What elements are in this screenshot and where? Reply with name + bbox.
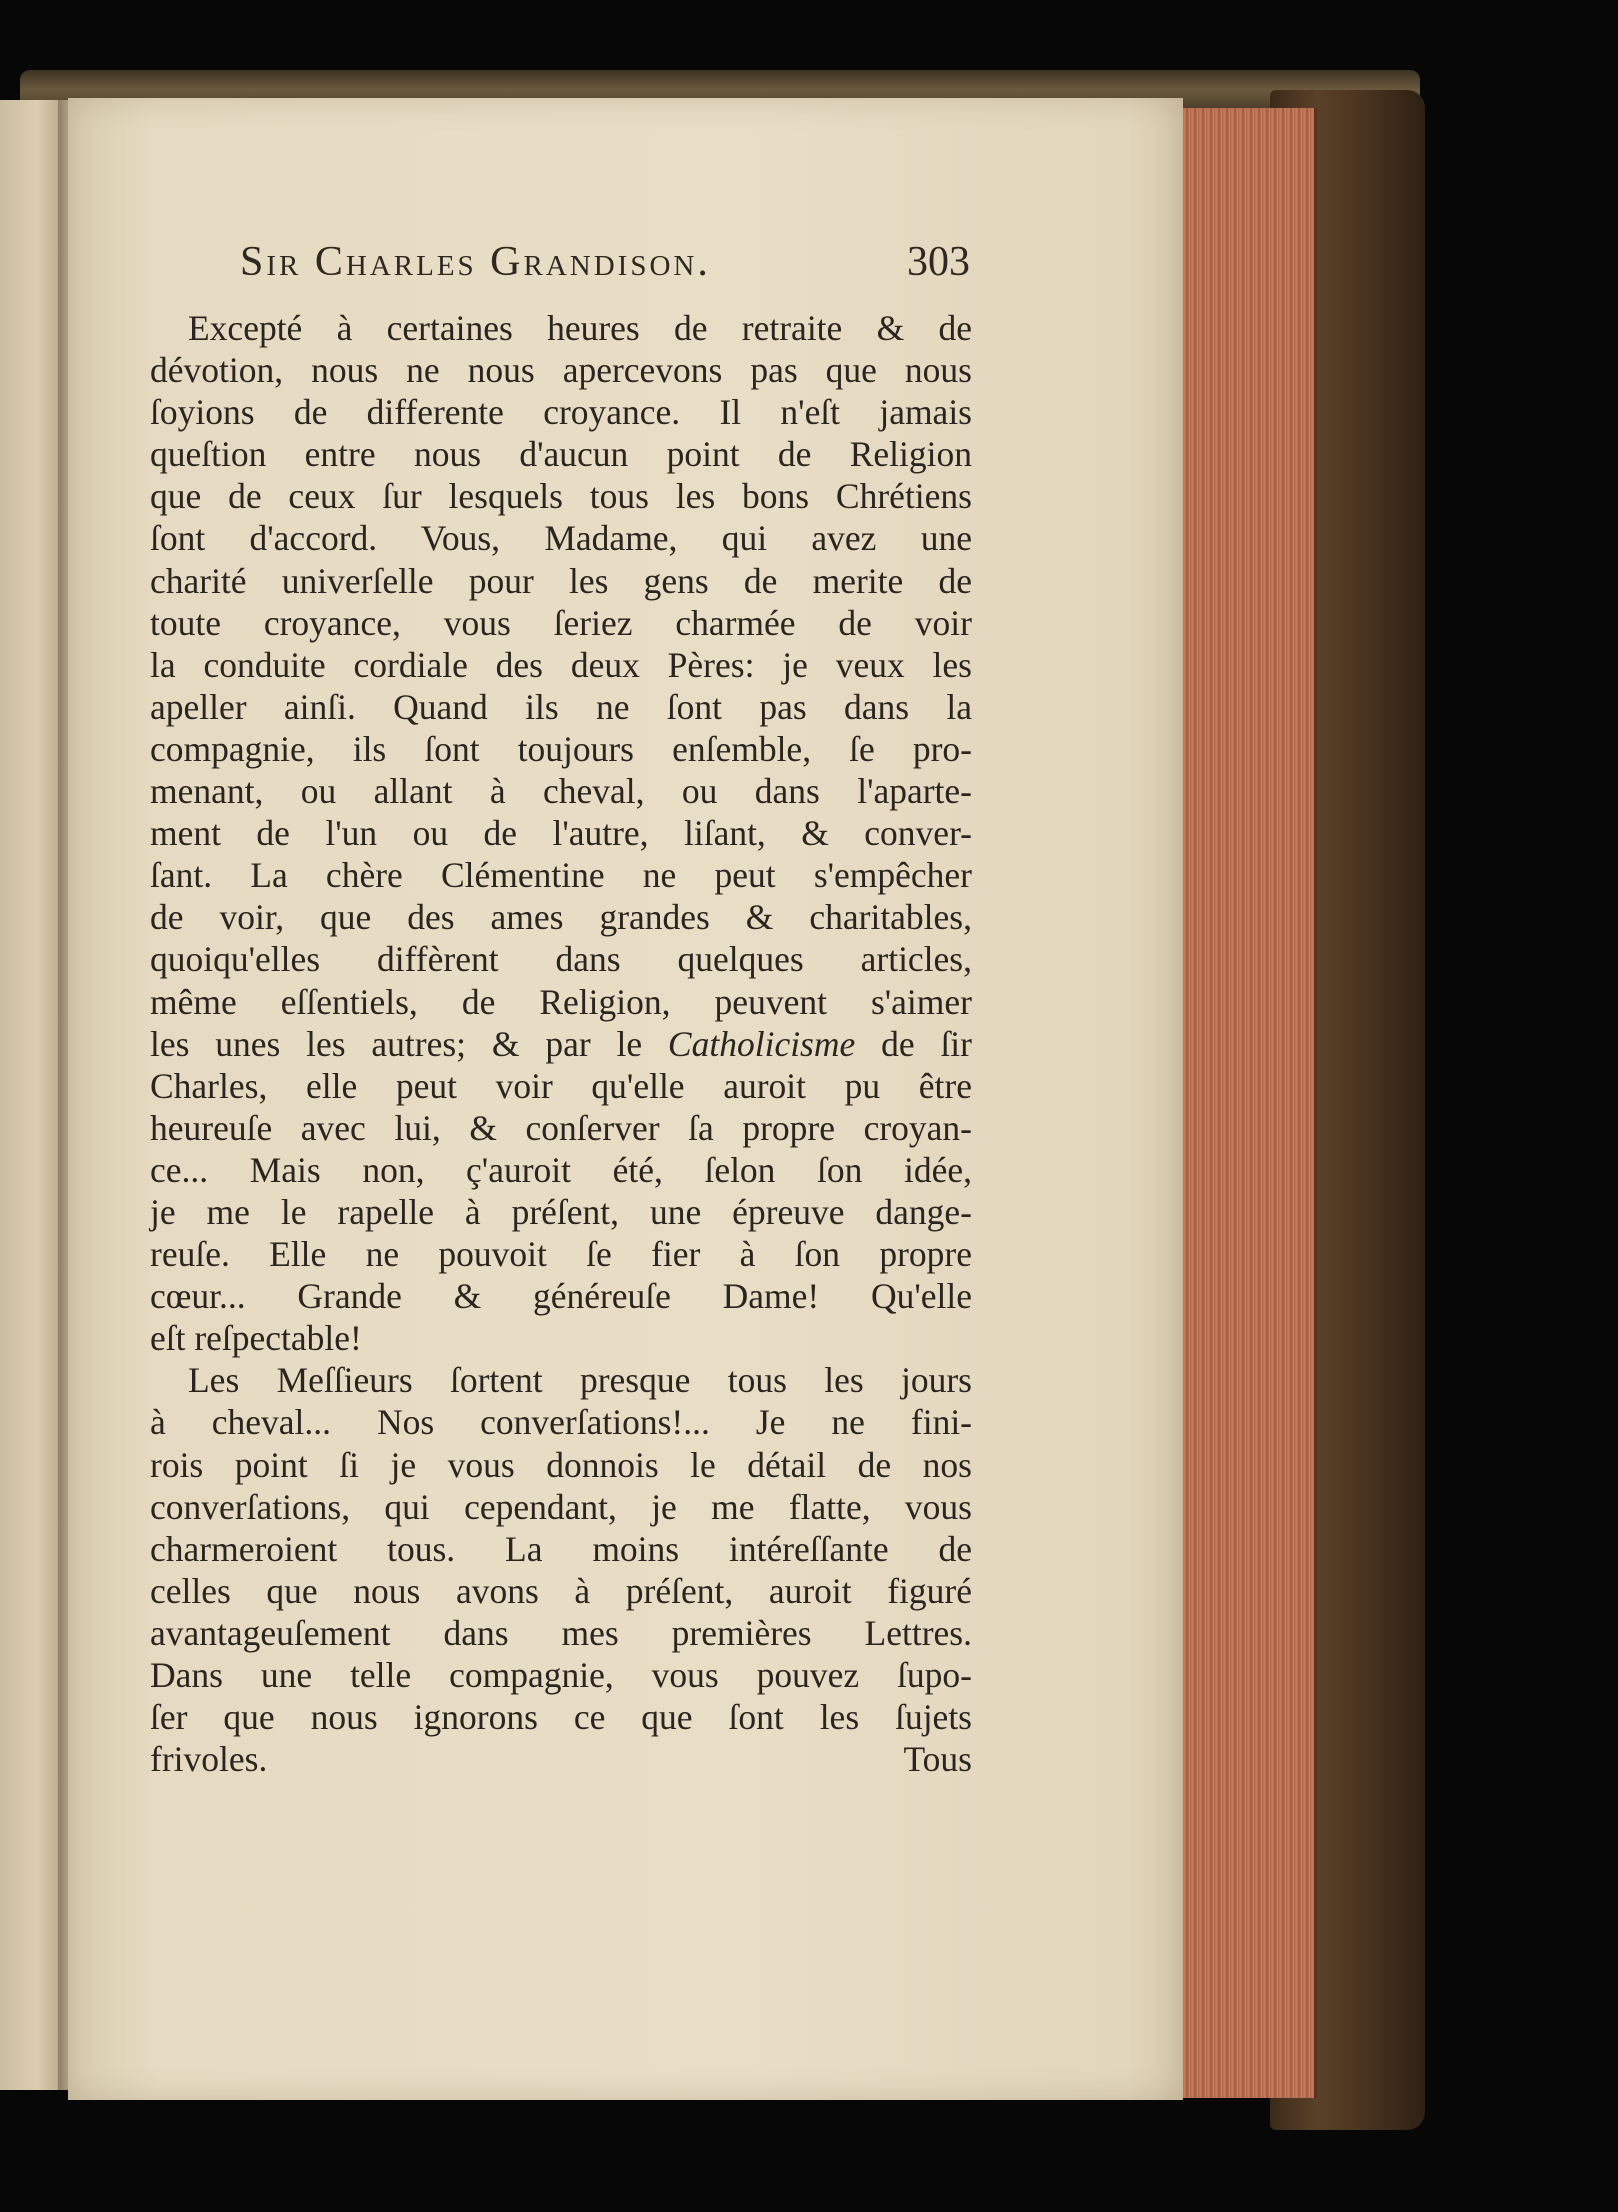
text-line: ſer que nous ignorons ce que ſont les ſujets (150, 1697, 972, 1738)
text-line: menant, ou allant à cheval, ou dans l'aparte- (150, 771, 972, 812)
text-fragment: frivoles. (150, 1739, 268, 1780)
text-line: compagnie, ils ſont toujours enſemble, ſe pro- (150, 728, 972, 769)
text-line: reuſe. Elle ne pouvoit ſe fier à ſon propre (150, 1234, 972, 1275)
text-line: la conduite cordiale des deux Pères: je veux les (150, 644, 972, 685)
text-line: Charles, elle peut voir qu'elle auroit pu être (150, 1065, 972, 1106)
italic-term: Catholicisme (667, 1023, 856, 1064)
text-line: à cheval... Nos converſations!... Je ne fini- (150, 1402, 972, 1443)
text-line: queſtion entre nous d'aucun point de Religion (150, 434, 972, 475)
text-line: même eſſentiels, de Religion, peuvent s'aimer (150, 981, 972, 1022)
text-line: ſont d'accord. Vous, Madame, qui avez une (150, 518, 972, 559)
catchword: Tous (903, 1739, 972, 1780)
page-number: 303 (907, 239, 970, 285)
text-line: converſations, qui cependant, je me flatte, vous (150, 1486, 972, 1527)
text-line: de voir, que des ames grandes & charitables, (150, 897, 972, 938)
text-line-last (150, 1738, 972, 1780)
text-line: ſant. La chère Clémentine ne peut s'empêcher (150, 855, 972, 896)
text-line: Excepté à certaines heures de retraite & de (188, 308, 972, 348)
text-line: ce... Mais non, ç'auroit été, ſelon ſon idée, (150, 1149, 972, 1190)
text-line: eſt reſpectable! (150, 1318, 362, 1359)
running-head (240, 238, 970, 298)
book-fore-edge (1180, 108, 1317, 2098)
text-line: ſoyions de differente croyance. Il n'eſt jamais (150, 392, 972, 433)
text-line: heureuſe avec lui, & conſerver ſa propre croyan- (150, 1107, 972, 1148)
body-text (150, 307, 972, 1780)
running-title: Sir Charles Grandison. (240, 239, 711, 285)
text-line: je me le rapelle à préſent, une épreuve dange- (150, 1191, 972, 1232)
text-line: cœur... Grande & généreuſe Dame! Qu'elle (150, 1276, 972, 1317)
text-line-italic (150, 1023, 972, 1065)
text-line: charité univerſelle pour les gens de merite de (150, 560, 972, 601)
text-line: Les Meſſieurs ſortent presque tous les jours (188, 1360, 972, 1401)
text-line: celles que nous avons à préſent, auroit figuré (150, 1570, 972, 1611)
text-line: avantageuſement dans mes premières Lettres. (150, 1612, 972, 1653)
text-line: quoiqu'elles diffèrent dans quelques articles, (150, 939, 972, 980)
text-fragment: de ſir (881, 1023, 972, 1064)
text-line: toute croyance, vous ſeriez charmée de voir (150, 602, 972, 643)
text-line: dévotion, nous ne nous apercevons pas que nous (150, 350, 972, 391)
previous-page-edge (0, 100, 62, 2090)
text-fragment: les unes les autres; & par le (150, 1023, 643, 1064)
text-line: Dans une telle compagnie, vous pouvez ſupo- (150, 1655, 972, 1695)
text-line: apeller ainſi. Quand ils ne ſont pas dans la (150, 686, 972, 727)
text-line: charmeroient tous. La moins intéreſſante de (150, 1528, 972, 1569)
text-line: ment de l'un ou de l'autre, liſant, & conver- (150, 813, 972, 854)
text-line: que de ceux ſur lesquels tous les bons Chrétiens (150, 476, 972, 517)
text-line: rois point ſi je vous donnois le détail de nos (150, 1444, 972, 1485)
